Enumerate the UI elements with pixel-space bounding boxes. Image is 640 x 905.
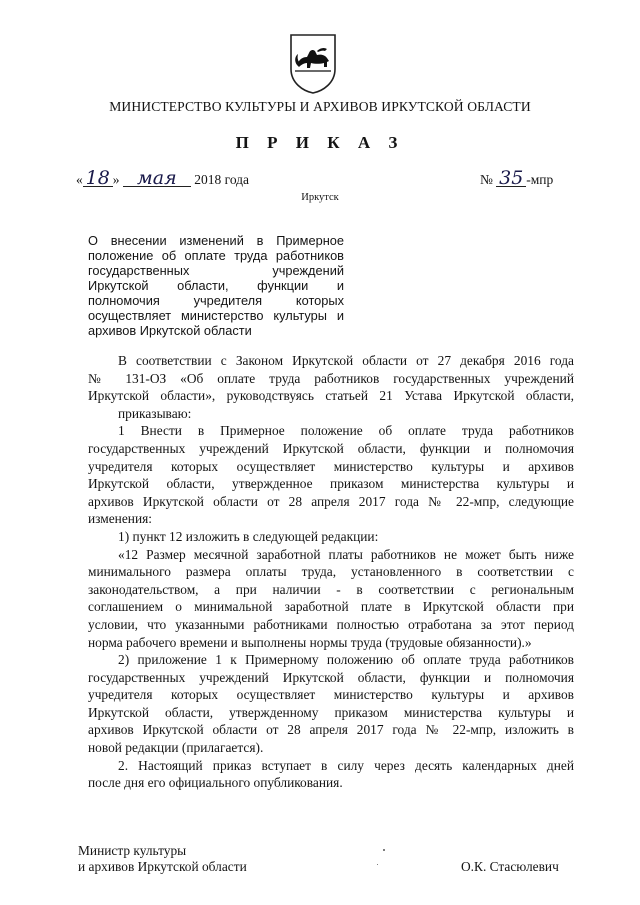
date-day: 18	[83, 170, 113, 187]
body-line: Иркутской области», руководствуясь статьей 21 Устава Иркутской области,	[88, 388, 574, 404]
body-line: архивов Иркутской области от 28 апреля 2017 года № 22-мпр, следующие	[88, 493, 574, 509]
body-line: условии, что указанными работниками полностью отработана за этот период	[88, 616, 574, 632]
document-date	[76, 167, 250, 189]
date-year: 2018 года	[194, 172, 250, 187]
date-close-quote: »	[112, 172, 120, 187]
scan-speck	[383, 849, 385, 851]
body-line: государственных учреждений Иркутской области, функции и полномочия	[88, 669, 574, 685]
body-line: Иркутской области, утвержденному приказом министерства культуры и	[88, 704, 574, 720]
body-line: 1) пункт 12 изложить в следующей редакции:	[118, 528, 379, 544]
number-value: 35	[496, 170, 526, 187]
subject-line: полномочия учредителя которых	[88, 293, 344, 308]
body-line: 1 Внести в Примерное положение об оплате труда работников	[118, 423, 574, 439]
body-line: В соответствии с Законом Иркутской области от 27 декабря 2016 года	[118, 353, 574, 368]
body-line: соглашением о минимальной заработной плате в Иркутской области при	[88, 599, 574, 615]
subject-line: Иркутской области, функции и	[88, 278, 344, 293]
body-line: приказываю:	[118, 405, 192, 421]
body-line: № 131-ОЗ «Об оплате труда работников государственных учреждений	[88, 370, 574, 386]
signatory-position-line: и архивов Иркутской области	[78, 859, 247, 874]
body-line: Иркутской области, утвержденное приказом министерства культуры и	[88, 476, 574, 492]
scan-speck	[377, 864, 378, 865]
city-name: Иркутск	[301, 192, 339, 203]
document-number	[480, 167, 554, 189]
subject-block	[88, 233, 344, 338]
subject-line: архивов Иркутской области	[88, 323, 252, 338]
body-line: архивов Иркутской области от 28 апреля 2017 года № 22-мпр, изложить в	[88, 722, 574, 738]
document-title: П Р И К А З	[235, 133, 405, 152]
body-line: государственных учреждений Иркутской области, функции и полномочия	[88, 440, 574, 456]
number-suffix: -мпр	[526, 172, 554, 187]
body-line: учредителя которых осуществляет министерство культуры и архивов	[88, 458, 574, 474]
body-line: «12 Размер месячной заработной платы работников не может быть ниже	[118, 546, 574, 562]
body-text	[88, 352, 574, 792]
body-line: 2. Настоящий приказ вступает в силу через десять календарных дней	[118, 757, 574, 773]
body-line: после дня его официального опубликования.	[88, 775, 343, 791]
body-line: учредителя которых осуществляет министерство культуры и архивов	[88, 687, 574, 703]
body-line: норма рабочего времени и выполнены нормы труда (трудовые обязанности).»	[88, 634, 532, 650]
ministry-name: МИНИСТЕРСТВО КУЛЬТУРЫ И АРХИВОВ ИРКУТСКОЙ ОБЛАСТИ	[109, 99, 531, 114]
body-line: 2) приложение 1 к Примерному положению об оплате труда работников	[118, 652, 574, 668]
coat-of-arms-icon	[287, 31, 339, 95]
body-line: новой редакции (прилагается).	[88, 740, 264, 756]
body-line: минимального размера оплаты труда, установленного в соответствии с	[88, 564, 574, 580]
subject-line: О внесении изменений в Примерное	[88, 233, 344, 248]
body-line: изменения:	[88, 511, 153, 527]
subject-line: государственных учреждений	[88, 263, 344, 278]
date-open-quote: «	[76, 172, 83, 187]
signatory-position-line: Министр культуры	[78, 843, 187, 858]
subject-line: осуществляет министерство культуры и	[88, 308, 344, 323]
number-prefix: №	[480, 172, 493, 187]
signatory-position	[78, 843, 247, 875]
date-month: мая	[123, 170, 191, 187]
subject-line: положение об оплате труда работников	[88, 248, 344, 263]
signatory-name: О.К. Стасюлевич	[461, 859, 559, 874]
body-line: законодательством, а при наличии - в соответствии с региональным	[88, 581, 574, 597]
